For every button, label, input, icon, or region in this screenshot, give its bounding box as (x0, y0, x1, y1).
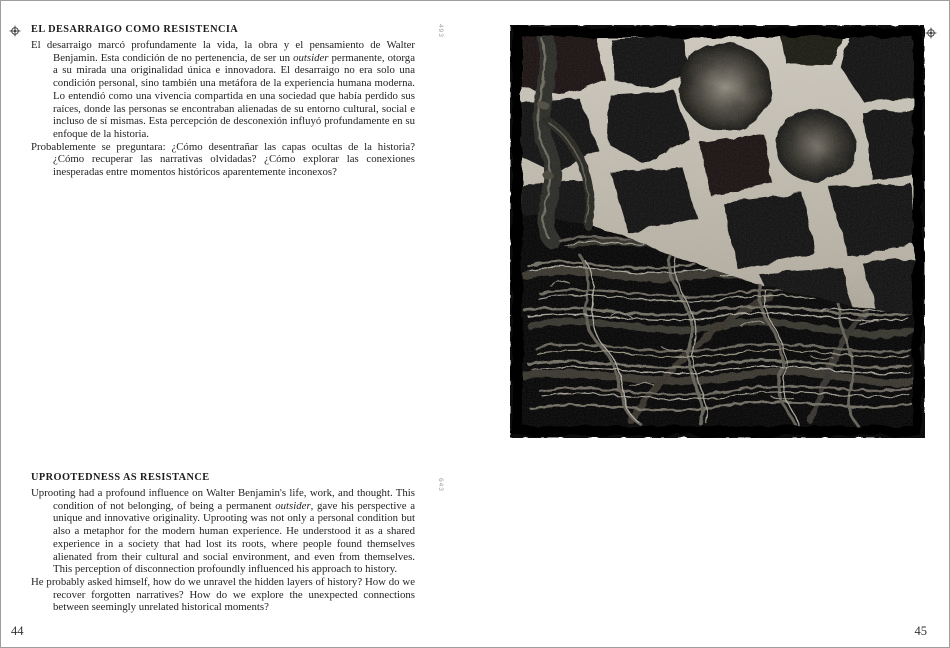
english-section-heading: UPROOTEDNESS AS RESISTANCE (31, 472, 210, 483)
margin-label-bottom: 643 (437, 478, 444, 492)
photo-artwork (510, 25, 925, 438)
spanish-paragraph: Probablemente se preguntara: ¿Cómo desentrañar las capas ocultas de la historia? ¿Cómo recuperar las narrativas olvidadas? ¿Cómo explorar las conexiones inesperadas entre momentos históricos aparentemente inconexos? (31, 140, 415, 179)
spanish-text-block (31, 39, 415, 179)
margin-label-top: 493 (437, 24, 444, 38)
registration-mark-icon (925, 27, 937, 39)
spanish-section-heading: EL DESARRAIGO COMO RESISTENCIA (31, 24, 239, 35)
registration-mark-icon (9, 25, 21, 37)
page-number-right: 45 (914, 624, 927, 638)
english-text-block (31, 487, 415, 614)
english-paragraph: Uprooting had a profound influence on Walter Benjamin's life, work, and thought. This condition of not belonging, of being a permanent outsider, gave his perspective a unique and innovative originality. Uprooting was not only a personal condition but also a metaphor for the modern human experience. He understood it as a shared experience in a society that had lost its roots, where people found themselves alienated from their cultural and social environment, and even from themselves. This perception of disconnection profoundly influenced his approach to history. (31, 487, 415, 576)
english-paragraph: He probably asked himself, how do we unravel the hidden layers of history? How do we recover forgotten narratives? How do we explore the unexpected connections between seemingly unrelated historical moments? (31, 575, 415, 614)
page-number-left: 44 (11, 624, 24, 638)
spanish-paragraph: El desarraigo marcó profundamente la vida, la obra y el pensamiento de Walter Benjamin. Esta condición de no pertenencia, de ser un outsider permanente, otorga a su mirada una originalidad única e innovadora. El desarraigo no era solo una condición personal, sino también una metáfora de la experiencia humana moderna. Lo entendió como una vivencia compartida en una sociedad que había perdido sus raíces, donde las personas se encontraban alienadas de su entorno cultural, social e incluso de sí mismas. Esta percepción de desconexión influyó profundamente en su enfoque de la historia. (31, 39, 415, 140)
photo-roots-stone-wall (510, 25, 925, 438)
